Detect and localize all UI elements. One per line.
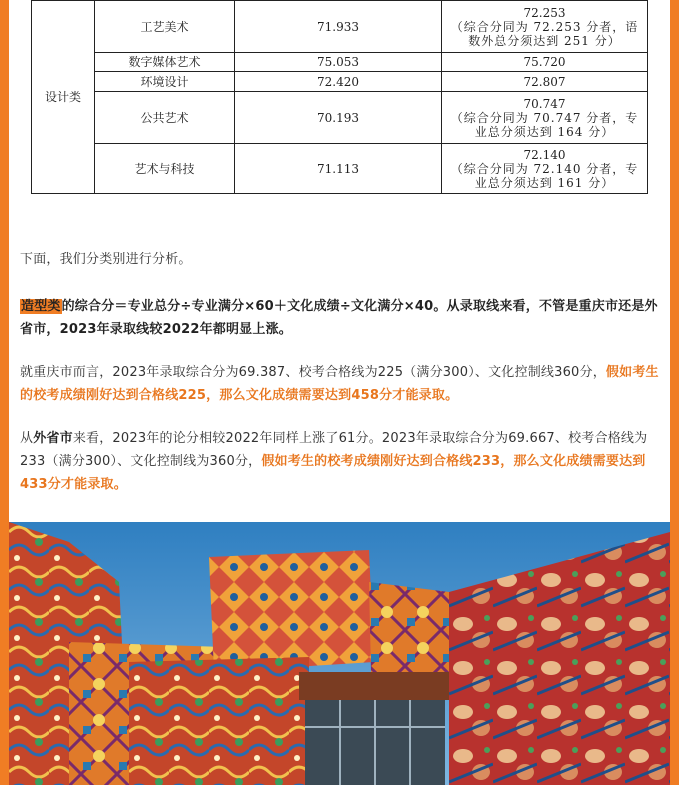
major-cell: 公共艺术 [95,92,235,144]
line-cell: 72.140 （综合分同为 72.140 分者，专 业总分须达到 161 分） [442,144,648,194]
major-cell: 数字媒体艺术 [95,53,235,72]
formula-paragraph: 造型类的综合分＝专业总分÷专业满分×60＋文化成绩÷文化满分×40。从录取线来看，不管是重庆市还是外省市，2023年录取线较2022年都明显上涨。 [20,299,658,337]
category-cell: 设计类 [32,1,95,194]
line-cell: 72.807 [442,72,648,92]
score-cell: 71.933 [235,1,442,53]
line-cell: 75.720 [442,53,648,72]
intro-paragraph: 下面，我们分类别进行分析。 [20,252,192,267]
table-row [32,92,648,144]
score-cell: 71.113 [235,144,442,194]
score-cell: 72.420 [235,72,442,92]
major-cell: 艺术与科技 [95,144,235,194]
line-cell: 72.253 （综合分同为 72.253 分者，语 数外总分须达到 251 分） [442,1,648,53]
score-cell: 75.053 [235,53,442,72]
major-cell: 环境设计 [95,72,235,92]
category-highlight: 造型类 [21,299,61,314]
score-cell: 70.193 [235,92,442,144]
out-of-province-paragraph: 从外省市来看，2023年的论分相较2022年同样上涨了61分。2023年录取综合分为69.667、校考合格线为233（满分300）、文化控制线为360分，假如考生的校考成绩刚好达到合格线233，那么文化成绩需要达到433分才能录取。 [20,431,648,492]
admission-table [31,0,648,194]
table-row [32,1,648,53]
table-row [32,72,648,92]
table-row [32,53,648,72]
line-cell: 70.747 （综合分同为 70.747 分者，专 业总分须达到 164 分） [442,92,648,144]
chongqing-paragraph: 就重庆市而言，2023年录取综合分为69.387、校考合格线为225（满分300）、文化控制线360分，假如考生的校考成绩刚好达到合格线225，那么文化成绩需要达到458分才能录取。 [20,365,659,403]
major-cell: 工艺美术 [95,1,235,53]
mural-building-photo [9,522,670,785]
out-of-province-emphasis: 假如考生的校考成绩刚好达到合格线233，那么文化成绩需要达到433分才能录取。 [20,454,646,492]
chongqing-emphasis: 假如考生的校考成绩刚好达到合格线225，那么文化成绩需要达到458分才能录取。 [20,365,659,403]
table-row [32,144,648,194]
